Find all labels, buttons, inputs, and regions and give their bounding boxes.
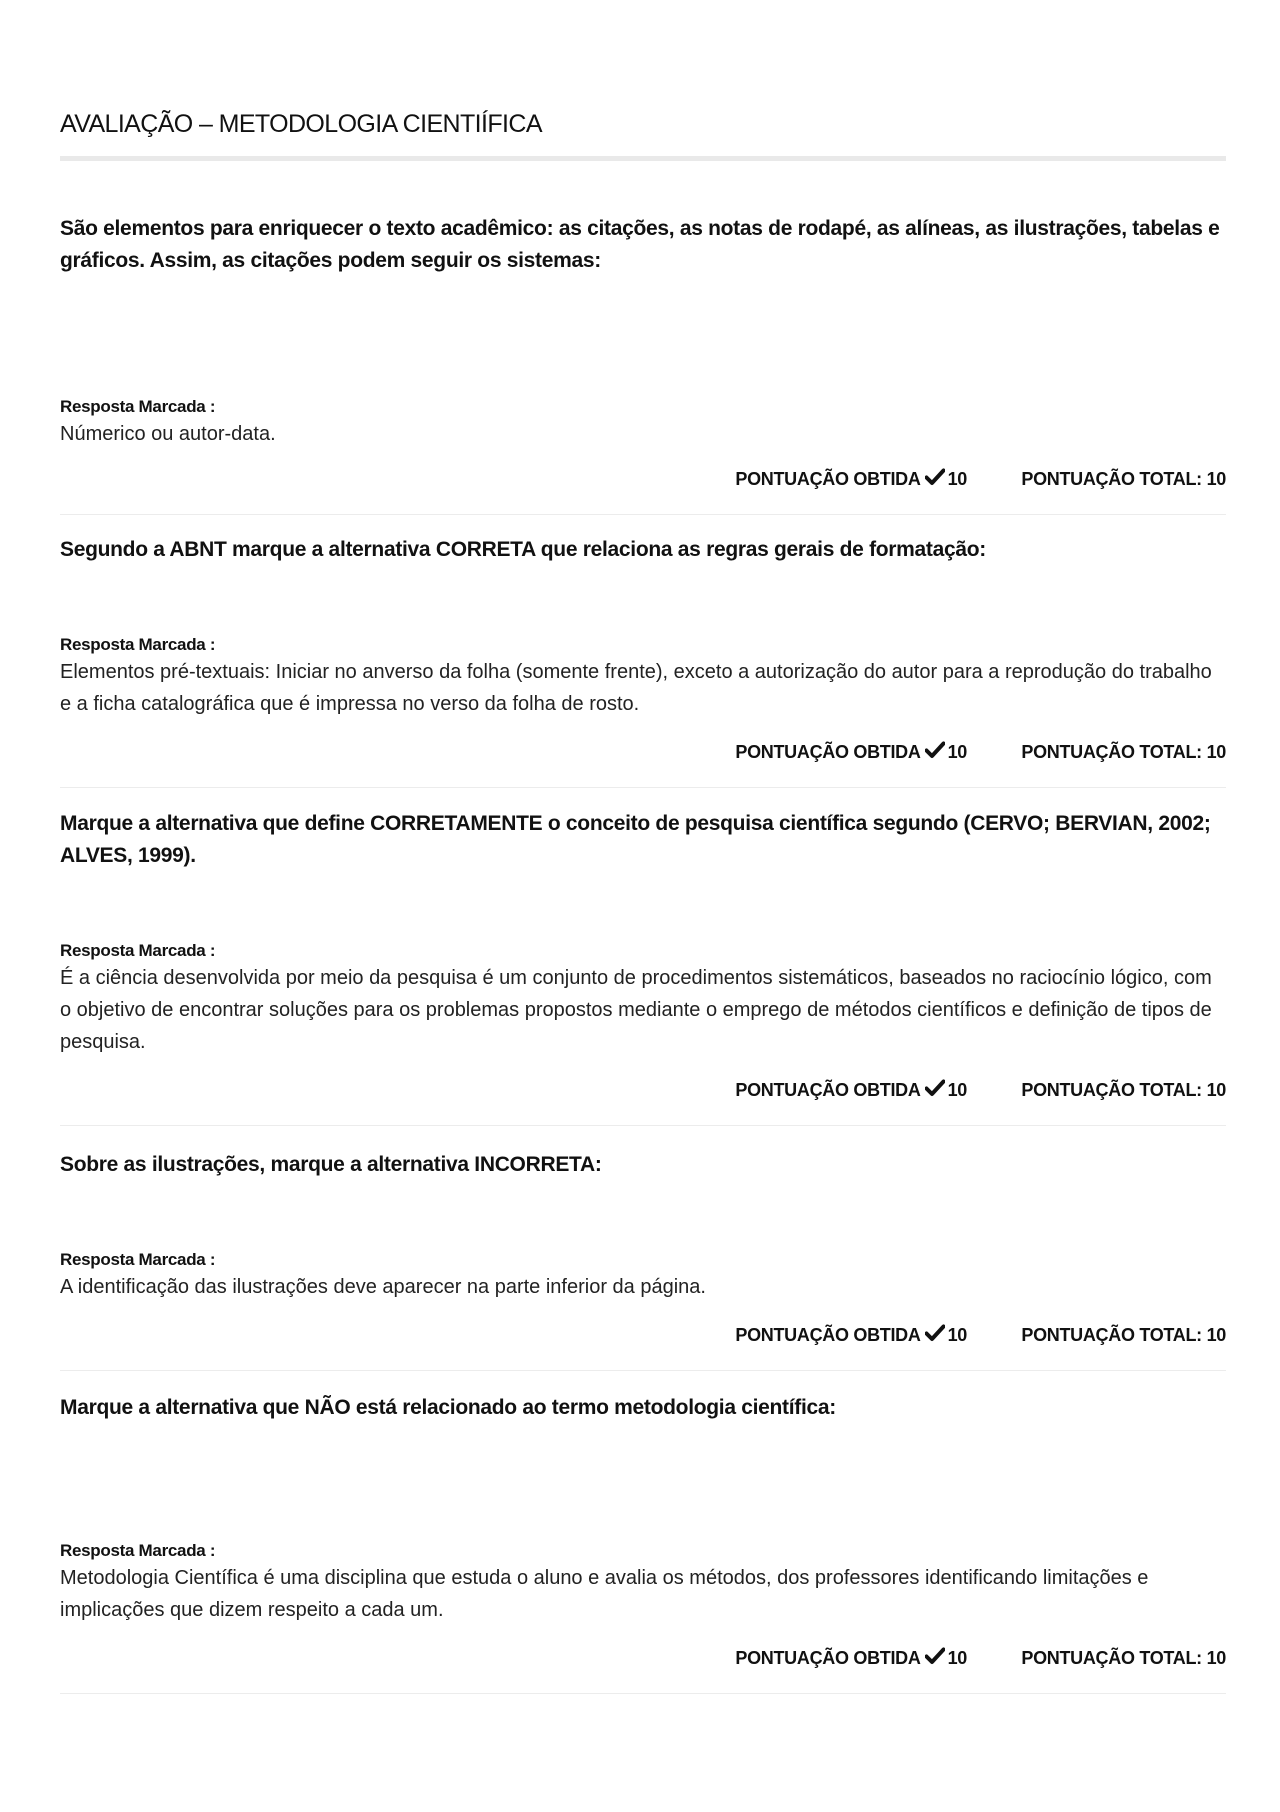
answer-text: Elementos pré-textuais: Iniciar no anverso da folha (somente frente), exceto a autorização do autor para a reprodução do trabalho e a ficha catalográfica que é impressa no verso da folha de rosto. xyxy=(60,661,1212,715)
score-obtained-label: PONTUAÇÃO OBTIDA xyxy=(735,469,921,489)
question-text: Sobre as ilustrações, marque a alternativa INCORRETA: xyxy=(60,1153,602,1176)
score-obtained-value: 10 xyxy=(947,742,967,762)
score-obtained-label: PONTUAÇÃO OBTIDA xyxy=(735,1325,921,1345)
question-block xyxy=(60,1149,1226,1379)
check-icon xyxy=(925,1079,945,1097)
question-text: Marque a alternativa que NÃO está relacionado ao termo metodologia científica: xyxy=(60,1396,836,1419)
score-total: PONTUAÇÃO TOTAL: 10 xyxy=(1021,1648,1226,1668)
question-divider xyxy=(60,1693,1226,1694)
score-total: PONTUAÇÃO TOTAL: 10 xyxy=(1021,742,1226,762)
score-row xyxy=(60,466,1226,492)
question-divider xyxy=(60,514,1226,515)
score-obtained xyxy=(735,1645,967,1671)
answer-label: Resposta Marcada : xyxy=(60,635,216,654)
score-obtained-value: 10 xyxy=(947,469,967,489)
score-total: PONTUAÇÃO TOTAL: 10 xyxy=(1021,1080,1226,1100)
score-obtained-label: PONTUAÇÃO OBTIDA xyxy=(735,742,921,762)
page-title: AVALIAÇÃO – METODOLOGIA CIENTIÍFICA xyxy=(60,110,542,138)
score-row xyxy=(60,739,1226,765)
title-divider xyxy=(60,156,1226,161)
score-row xyxy=(60,1077,1226,1103)
answer-label: Resposta Marcada : xyxy=(60,1541,216,1560)
answer-label: Resposta Marcada : xyxy=(60,941,216,960)
question-block xyxy=(60,534,1226,794)
check-icon xyxy=(925,741,945,759)
answer-text: Metodologia Científica é uma disciplina que estuda o aluno e avalia os métodos, dos professores identificando limitações e implicações que dizem respeito a cada um. xyxy=(60,1567,1149,1621)
score-obtained xyxy=(735,1077,967,1103)
score-obtained-value: 10 xyxy=(947,1648,967,1668)
question-text: Marque a alternativa que define CORRETAMENTE o conceito de pesquisa científica segundo (CERVO; BERVIAN, 2002; ALVES, 1999). xyxy=(60,812,1211,867)
question-divider xyxy=(60,1125,1226,1126)
score-obtained xyxy=(735,739,967,765)
check-icon xyxy=(925,1647,945,1665)
score-total: PONTUAÇÃO TOTAL: 10 xyxy=(1021,1325,1226,1345)
answer-label: Resposta Marcada : xyxy=(60,1250,216,1269)
answer-text: Númerico ou autor-data. xyxy=(60,423,276,445)
score-obtained-value: 10 xyxy=(947,1080,967,1100)
score-obtained xyxy=(735,1322,967,1348)
question-text: Segundo a ABNT marque a alternativa CORRETA que relaciona as regras gerais de formatação: xyxy=(60,538,986,561)
question-divider xyxy=(60,787,1226,788)
score-row xyxy=(60,1322,1226,1348)
question-block xyxy=(60,213,1226,523)
question-divider xyxy=(60,1370,1226,1371)
score-obtained-value: 10 xyxy=(947,1325,967,1345)
score-obtained-label: PONTUAÇÃO OBTIDA xyxy=(735,1648,921,1668)
check-icon xyxy=(925,468,945,486)
score-total: PONTUAÇÃO TOTAL: 10 xyxy=(1021,469,1226,489)
score-obtained xyxy=(735,466,967,492)
check-icon xyxy=(925,1324,945,1342)
answer-text: A identificação das ilustrações deve aparecer na parte inferior da página. xyxy=(60,1276,706,1298)
question-block xyxy=(60,808,1226,1138)
answer-text: É a ciência desenvolvida por meio da pesquisa é um conjunto de procedimentos sistemáticos, baseados no raciocínio lógico, com o objetivo de encontrar soluções para os problemas propostos mediante o emprego de métodos científicos e definição de tipos de pesquisa. xyxy=(60,967,1212,1053)
answer-label: Resposta Marcada : xyxy=(60,397,216,416)
score-row xyxy=(60,1645,1226,1671)
score-obtained-label: PONTUAÇÃO OBTIDA xyxy=(735,1080,921,1100)
question-text: São elementos para enriquecer o texto acadêmico: as citações, as notas de rodapé, as alíneas, as ilustrações, tabelas e gráficos. Assim, as citações podem seguir os sistemas: xyxy=(60,217,1220,272)
question-block xyxy=(60,1392,1226,1702)
